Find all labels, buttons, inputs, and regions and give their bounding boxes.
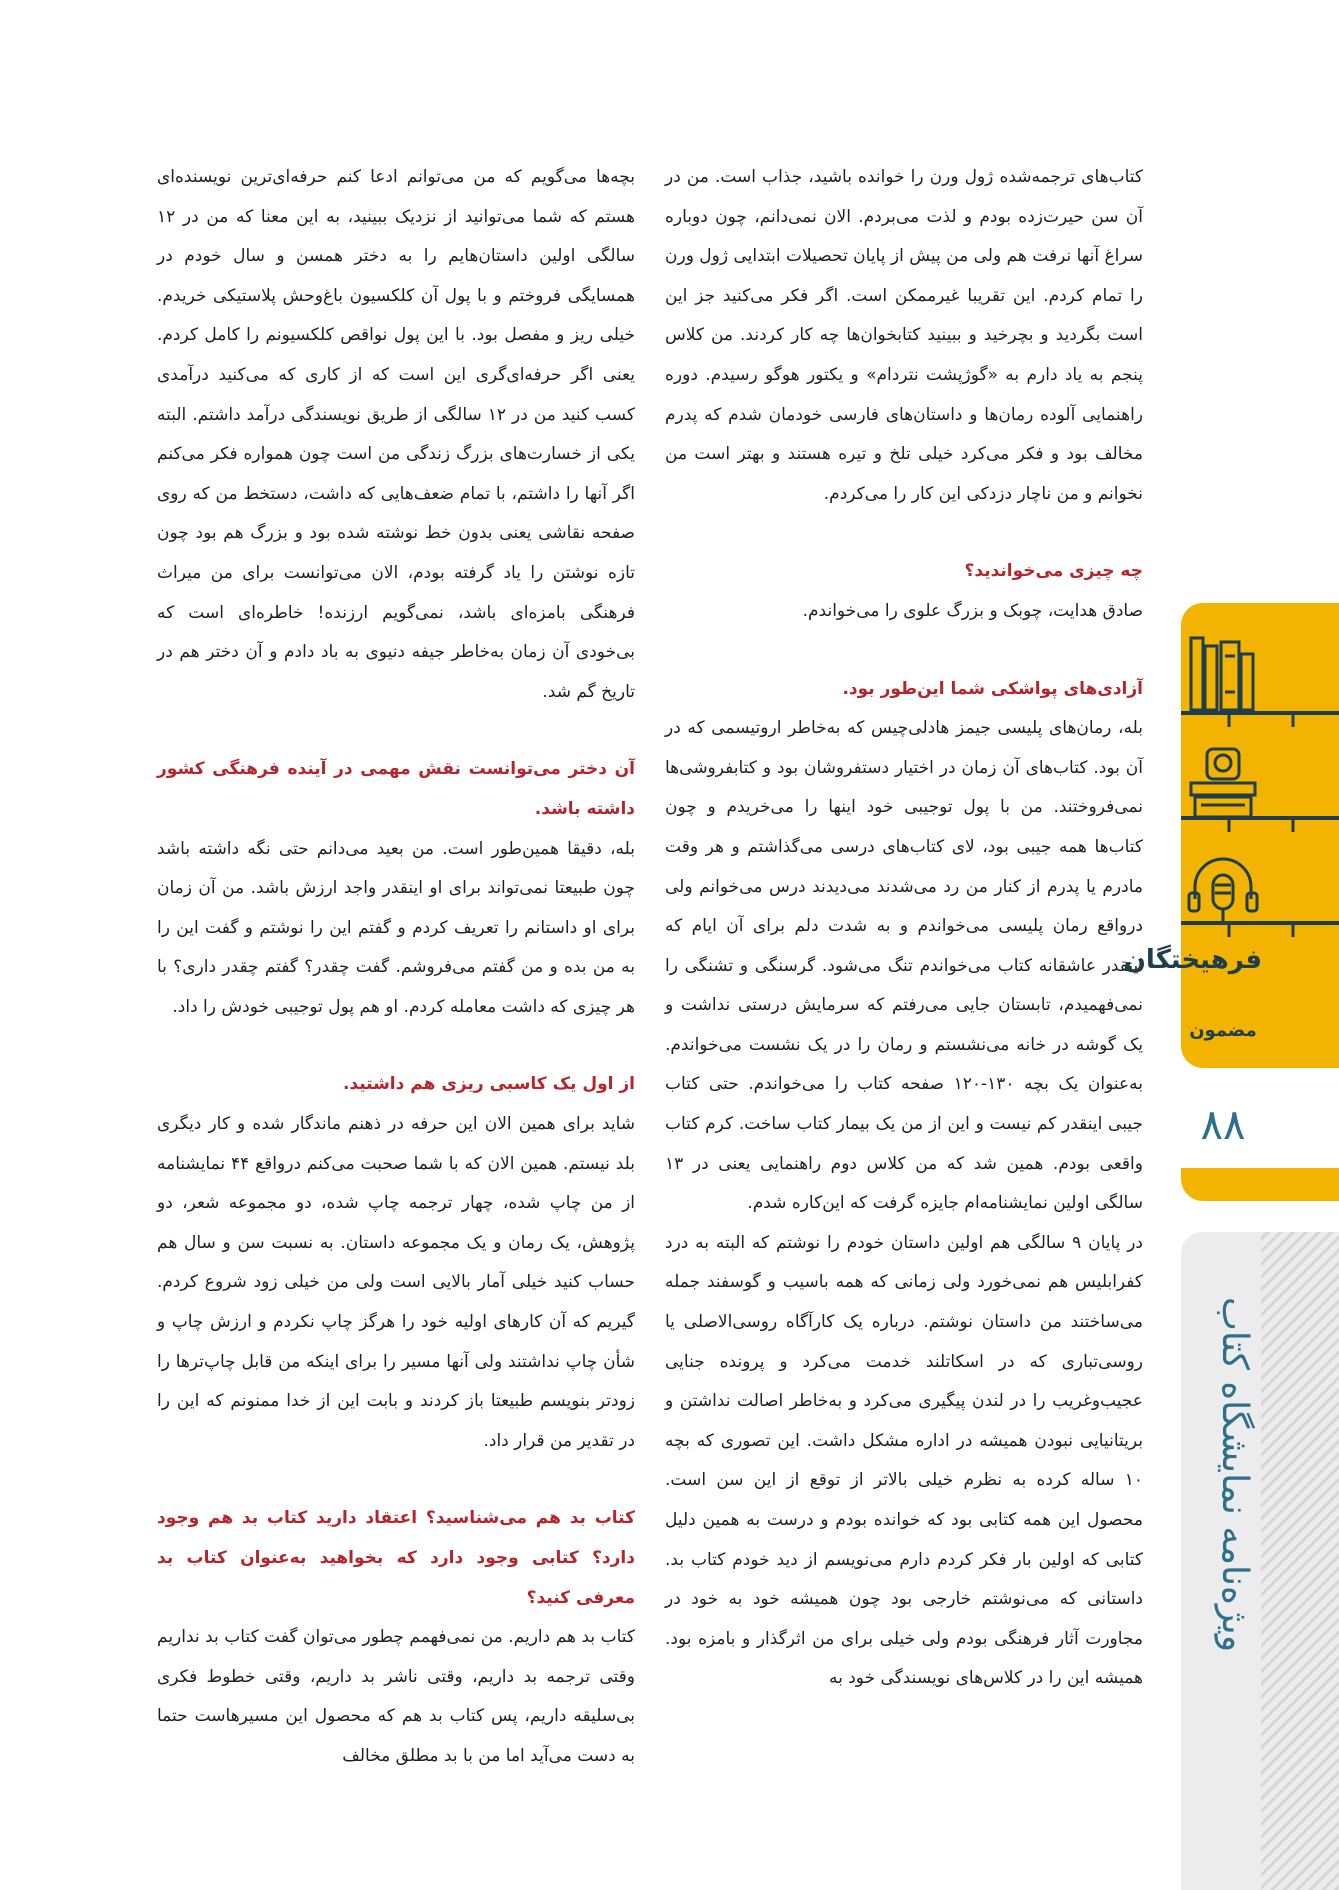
question-heading: چه چیزی می‌خواندید؟: [964, 561, 1143, 582]
body-paragraph: شاید برای همین الان این حرفه در ذهنم ماندگار شده و کار دیگری بلد نیستم. همین الان که با شما صحبت می‌کنم درواقع ۴۴ نمایشنامه از من چاپ شده، چهار ترجمه چاپ شده، دو مجموعه شعر، دو پژوهش، یک رمان و یک مجموعه داستان. به نسبت سن و سال هم حساب کنید خیلی آمار بالایی است ولی من خیلی زود شروع کردم. گیریم که آن کارهای اولیه خود را هرگز چاپ نکردم و ارزش چاپ و شأن چاپ نداشتند ولی آنها مسیر را برای اینکه من قابل چاپ‌ترها را زودتر بنویسم طبیعتا باز کردند و بابت این از خدا ممنونم که این را در تقدیر من قرار داد.: [157, 1114, 635, 1451]
paragraph-gap: [157, 712, 635, 750]
body-paragraph: بله، دقیقا همین‌طور است. من بعید می‌دانم حتی نگه داشته باشد چون طبیعتا نمی‌تواند برای او اینقدر واجد ارزش باشد. من آن زمان برای او داستانم را تعریف کردم و گفتم این را نوشتم و گفت این را به من بده و من گفتم می‌فروشم. گفت چقدر؟ گفتم چقدر داری؟ با هر چیزی که داشت معامله کردم. او هم پول توجیبی خودش را داد.: [157, 838, 635, 1017]
body-paragraph: بچه‌ها می‌گویم که من می‌توانم ادعا کنم حرفه‌ای‌ترین نویسنده‌ای هستم که شما می‌توانید از نزدیک ببینید، به این معنا که من در ۱۲ سالگی اولین داستان‌هایم را به دختر همسن و سال خودم در همسایگی فروختم و با پول آن کلکسیون باغ‌وحش پلاستیکی خریدم. خیلی ریز و مفصل بود. با این پول نواقص کلکسیونم را کامل کردم. یعنی اگر حرفه‌ای‌گری این است که از کاری که می‌کنید درآمدی کسب کنید من در ۱۲ سالگی از طریق نویسندگی درآمد داشتم. البته یکی از خسارت‌های بزرگ زندگی من است چون همواره فکر می‌کنم اگر آنها را داشتم، با تمام ضعف‌هایی که داشت، دستخط من که روی صفحه نقاشی یعنی بدون خط نوشته شده بود و بزرگ هم بود چون تازه نوشتن را یاد گرفته بودم، الان می‌توانست برای من میراث فرهنگی بامزه‌ای باشد، نمی‌گویم ارزنده! خاطره‌ای است که بی‌خودی آن زمان به‌خاطر جیفه دنیوی به باد دادم و آن دختر هم در تاریخ گم شد.: [157, 167, 635, 702]
page-number: ۸۸: [1200, 1100, 1246, 1149]
question-heading: آن دختر می‌توانست نقش مهمی در آینده فرهنگی کشور داشته باشد.: [157, 759, 635, 819]
paragraph-gap: [665, 514, 1143, 552]
body-paragraph: بله، رمان‌های پلیسی جیمز هادلی‌چیس که به‌خاطر اروتیسمی که در آن بود. کتاب‌های آن زمان در اختیار دستفروشان بود و کتابفروشی‌ها نمی‌فروختند. من با پول توجیبی خود اینها را می‌خریدم و چون کتاب‌ها همه جیبی بود، لای کتاب‌های درسی می‌گذاشتم و هر وقت مادرم یا پدرم از کنار من رد می‌شدند می‌دیدند درس می‌خوانم ولی درواقع رمان پلیسی می‌خواندم و به شدت دلم برای آن ایام که اینقدر عاشقانه کتاب می‌خواندم تنگ می‌شود. گرسنگی و تشنگی را نمی‌فهمیدم، تابستان جایی می‌رفتم که سرمایش درستی نداشت و یک گوشه در خانه می‌نشستم و رمان را در یک نشست می‌خواندم. به‌عنوان یک بچه ۱۳۰-۱۲۰ صفحه کتاب را می‌خواندم. حتی کتاب جیبی اینقدر کم نیست و این از من یک بیمار کتاب ساخت. کرم کتاب واقعی بودم. همین شد که من کلاس دوم راهنمایی یعنی در ۱۳ سالگی اولین نمایشنامه‌ام جایزه گرفت که این‌کاره شدم.: [665, 718, 1143, 1214]
side-section-title: ویژه‌نامه نمایشگاه کتاب: [1214, 1297, 1255, 1653]
body-paragraph: صادق هدایت، چوبک و بزرگ علوی را می‌خواندم.: [802, 600, 1143, 621]
podcast-microphone-icon: [1185, 853, 1261, 933]
brand-logo-sub: مضمون: [1189, 1020, 1257, 1041]
question-heading: از اول یک کاسبی ریزی هم داشتید.: [342, 1074, 635, 1095]
body-paragraph: در پایان ۹ سالگی هم اولین داستان خودم را نوشتم که البته به درد کفرابلیس هم نمی‌خورد ولی زمانی که همه باسیب و گوسفند جمله می‌ساختند من داستان نوشتم. درباره یک کارآگاه روسی‌الاصلی یا روسی‌تباری که در اسکاتلند خدمت می‌کرد و پرونده جنایی عجیب‌وغریب را در لندن پیگیری می‌کرد و به‌خاطر اصالت نداشتن و بریتانیایی نبودن همیشه در اداره مشکل داشت. این تصوری که بچه ۱۰ ساله کرده به نظرم خیلی بالاتر از توقع از این سن است. محصول این همه کتابی بود که خوانده بودم و درست به همین دلیل کتابی که اولین بار فکر کردم دارم می‌نویسم از دید خودم کتاب بد. داستانی که می‌نوشتم خارجی بود چون همیشه خود به خود در مجاورت آثار فرهنگی بودم ولی خیلی برای من اثرگذار و بامزه بود. همیشه این را در کلاس‌های نویسندگی خود به: [665, 1232, 1143, 1689]
paragraph-gap: [157, 1027, 635, 1065]
text-column-left: [157, 158, 635, 1777]
body-paragraph: کتاب بد هم داریم. من نمی‌فهمم چطور می‌توان گفت کتاب بد نداریم وقتی ترجمه بد داریم، وقتی ناشر بد داریم، وقتی خطوط فکری بی‌سلیقه داریم، پس کتاب بد هم که محصول این مسیرهاست حتما به دست می‌آید اما من با بد مطلق مخالف: [157, 1627, 635, 1766]
bookshelf-icon: [1185, 632, 1261, 712]
typewriter-icon: [1185, 745, 1261, 825]
paragraph-gap: [157, 1461, 635, 1499]
question-heading: کتاب بد هم می‌شناسید؟ اعتقاد دارید کتاب بد هم وجود دارد؟ کتابی وجود دارد که بخواهید به‌عنوان کتاب بد معرفی کنید؟: [157, 1508, 635, 1608]
body-paragraph: کتاب‌های ترجمه‌شده ژول ورن را خوانده باشید، جذاب است. من در آن سن حیرت‌زده بودم و لذت می‌بردم. الان نمی‌دانم، چون دوباره سراغ آنها نرفت هم ولی من پیش از پایان تحصیلات ابتدایی ژول ورن را تمام کردم. این تقریبا غیرممکن است. اگر فکر می‌کنید جز این است بگردید و بچرخید و ببینید کتابخوان‌ها چه کار کردند. من کلاس پنجم به یاد دارم به «گوژپشت نتردام» و یکتور هوگو رسیدم. دوره راهنمایی آلوده رمان‌ها و داستان‌های فارسی خودمان شدم که پدرم مخالف بود و فکر می‌کرد خیلی تلخ و تیره هستند و بهتر است من نخوانم و من ناچار دزدکی این کار را می‌کردم.: [665, 167, 1143, 504]
text-column-right: [665, 158, 1143, 1699]
question-heading: آزادی‌های پواشکی شما این‌طور بود.: [842, 678, 1143, 699]
brand-logo: فرهیختگان: [1123, 945, 1262, 975]
paragraph-gap: [665, 632, 1143, 670]
